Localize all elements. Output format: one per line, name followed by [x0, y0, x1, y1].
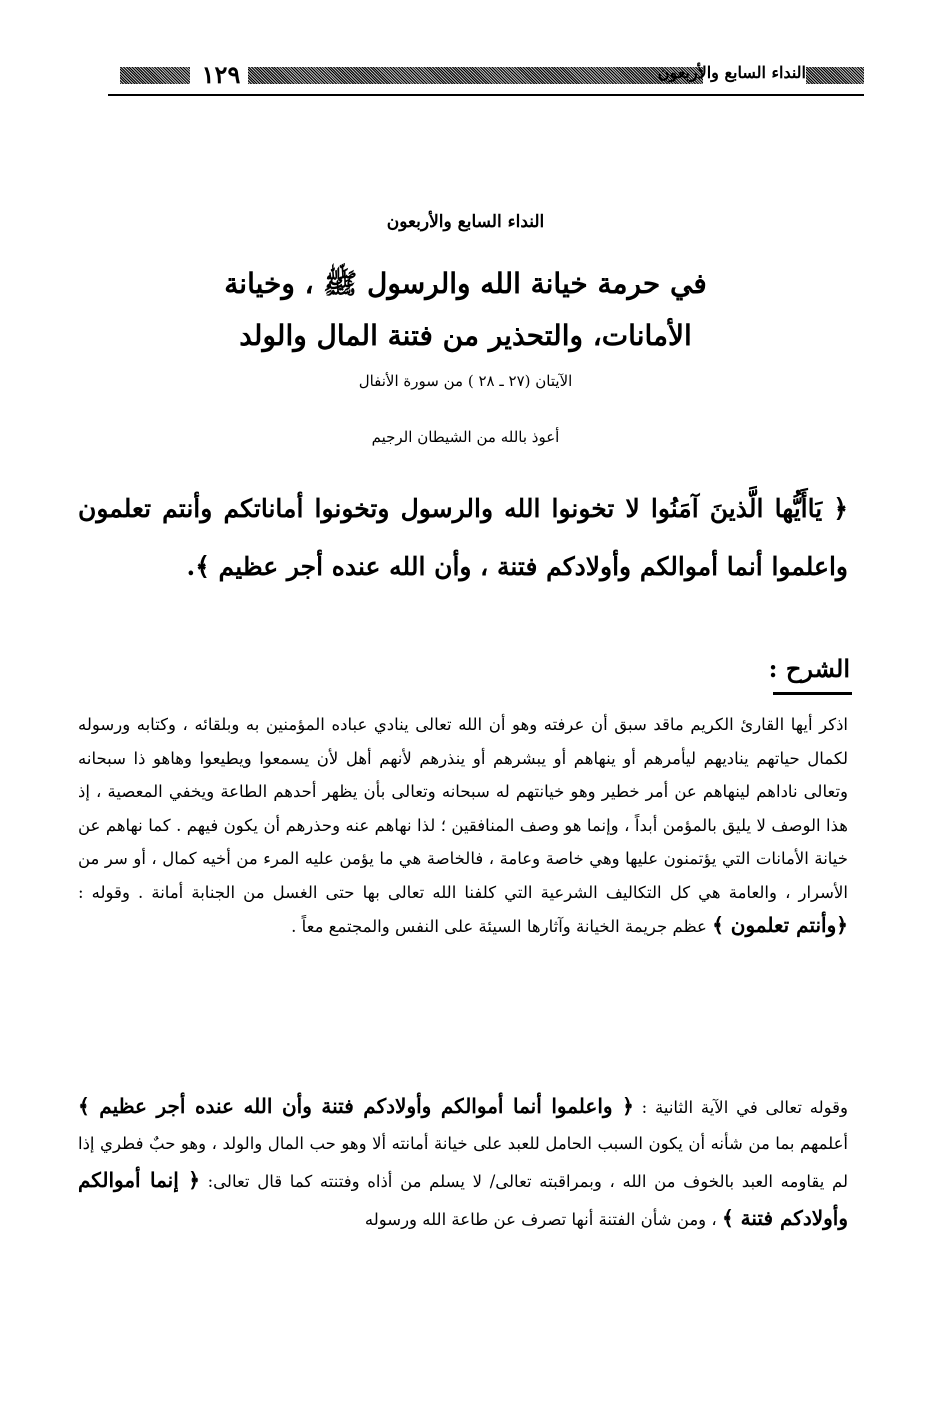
chapter-title-line-1: في حرمة خيانة الله والرسول ﷺ ، وخيانة [224, 267, 707, 300]
paragraph-1-quote: ﴿وأنتم تعلمون ﴾ [712, 913, 848, 937]
header-ornament-left [120, 67, 190, 84]
running-title: النداء السابع والأربعون [657, 63, 806, 82]
paragraph-2-body: أعلمهم بما من شأنه أن يكون السبب الحامل للعبد على خيانة أمانته ألا وهو حب المال والولد ، وهو حبٌ فطري إذا لم يقاومه العبد بالخوف من الله ، وبمراقبته تعالى/ لا يسلم من أذاه وفتنته كما قال تعالى: [78, 1134, 848, 1191]
header-ornament-middle [248, 67, 703, 84]
sharh-underline [773, 692, 852, 695]
paragraph-2 [78, 1088, 848, 1238]
chapter-title [0, 258, 931, 362]
chapter-title-line-2: الأمانات، والتحذير من فتنة المال والولد [239, 319, 692, 352]
paragraph-1-text: اذكر أيها القارئ الكريم ماقد سبق أن عرفته وهو أن الله تعالى ينادي عباده المؤمنين به وبلقائه ، وكتابه ورسوله لكمال حياتهم يناديهم ليأمرهم أو ينهاهم أو يبشرهم أو ينذرهم لأنهم أهل لأن يسمعوا ويطيعوا وهاهو ذا سبحانه وتعالى ناداهم لينهاهم عن أمر خطير وهو خيانتهم له سبحانه وتعالى بأن يظهر أحدهم الطاعة ويخفي المعصية ، إذ هذا الوصف لا يليق بالمؤمن أبداً ، وإنما هو وصف المنافقين ؛ لذا نهاهم عنه وحذرهم أن يكون فيهم . كما نهاهم عن خيانة الأمانات التي يؤتمنون عليها وهي خاصة وعامة ، فالخاصة هي ما يؤمن عليه المرء من أخيه كمال ، أو سر من الأسرار ، والعامة هي كل التكاليف الشرعية التي كلفنا الله تعالى بها حتى الغسل من الجنابة أمانة . وقوله : [78, 715, 848, 902]
paragraph-2-tail: ، ومن شأن الفتنة أنها تصرف عن طاعة الله ورسوله [364, 1210, 717, 1229]
page-header [108, 58, 864, 96]
paragraph-1 [78, 708, 848, 944]
taawudh-line: أعوذ بالله من الشيطان الرجيم [371, 428, 560, 446]
verses-reference: الآيتان (٢٧ ـ ٢٨ ) من سورة الأنفال [358, 372, 573, 390]
paragraph-2-quote-1: ﴿ واعلموا أنما أموالكم وأولادكم فتنة وأن الله عنده أجر عظيم ﴾ [78, 1094, 634, 1118]
paragraph-1-tail: عظم جريمة الخيانة وآثارها السيئة على النفس والمجتمع معاً . [291, 917, 707, 936]
quran-verse: ﴿ يَاأَيُّها الَّذينَ آمَنُوا لا تخونوا الله والرسول وتخونوا أماناتكم وأنتم تعلمون واعلموا أنما أموالكم وأولادكم فتنة ، وأن الله عنده أجر عظيم ﴾. [78, 494, 848, 581]
sharh-heading: الشرح : [768, 654, 850, 683]
call-label: النداء السابع والأربعون [386, 212, 545, 232]
paragraph-2-intro: وقوله تعالى في الآية الثانية : [641, 1098, 848, 1117]
paragraph-2-quote-2: ﴿ إنما أموالكم وأولادكم فتنة ﴾ [78, 1168, 848, 1230]
header-ornament-right [806, 67, 864, 84]
page-number: ١٢٩ [201, 60, 241, 89]
